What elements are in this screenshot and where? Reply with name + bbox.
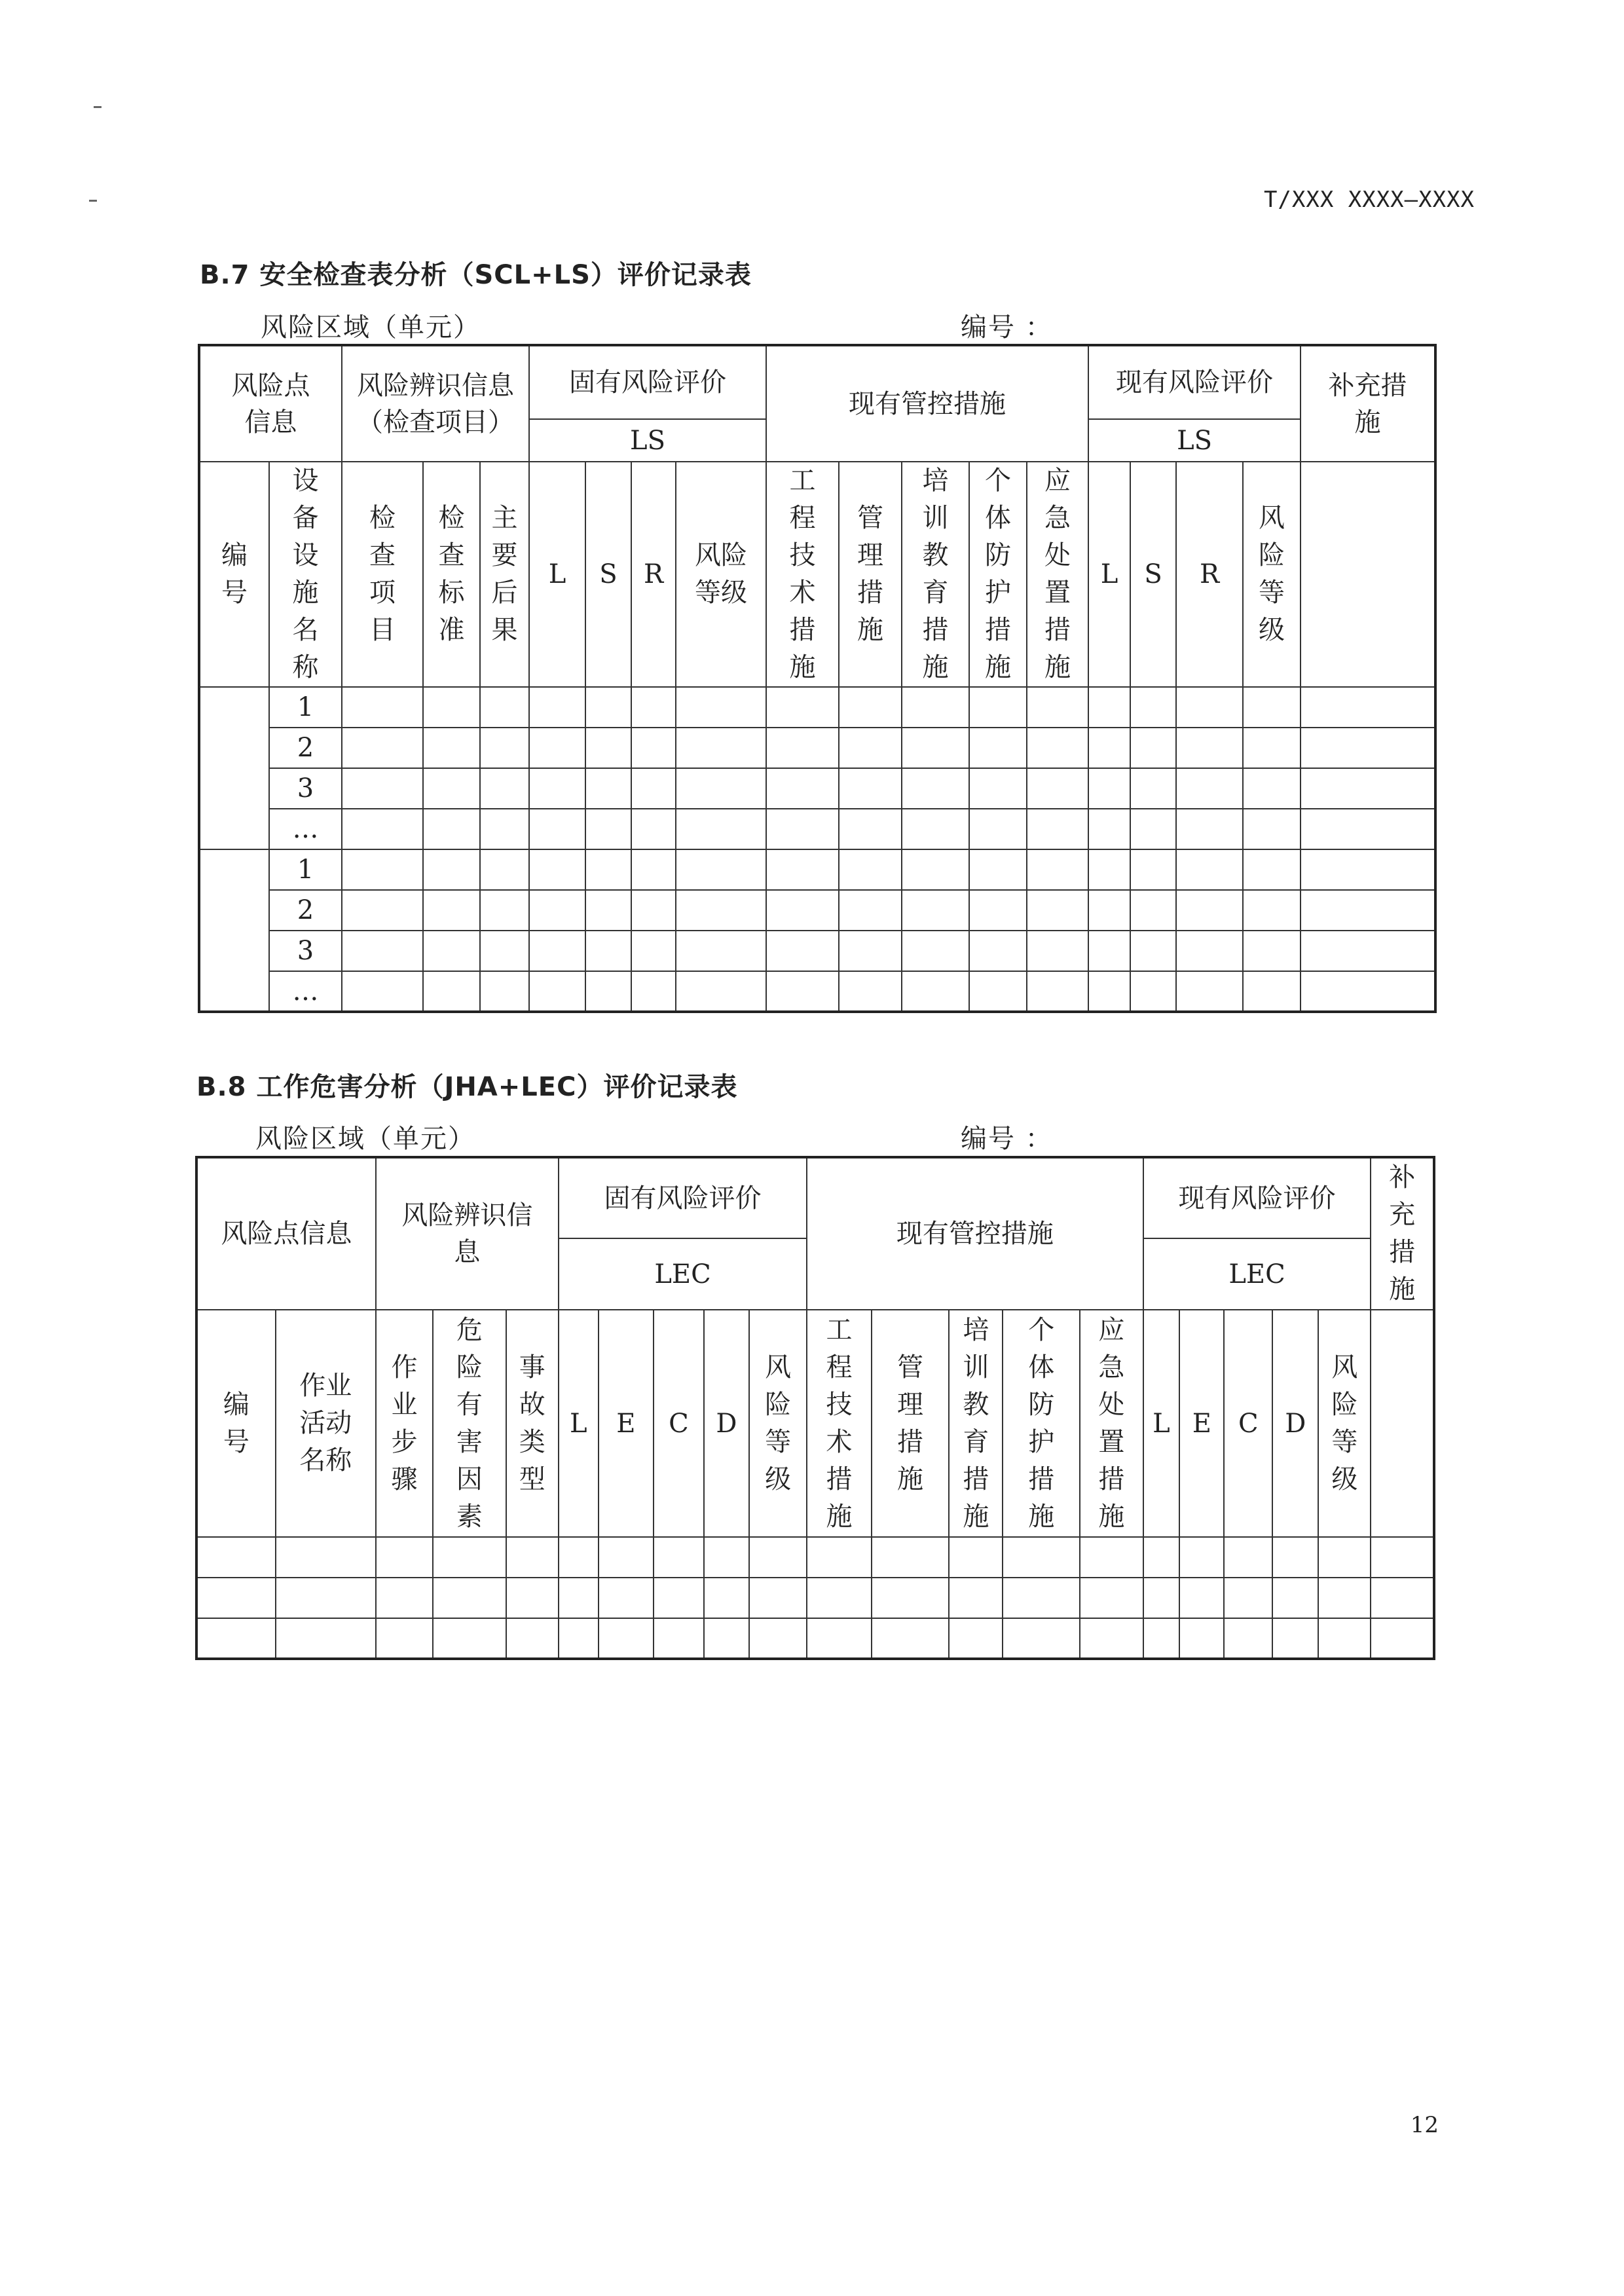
col-ppe: 个体防护措施 (1003, 1310, 1080, 1537)
document-code: T/XXX XXXX—XXXX (1263, 187, 1475, 213)
col-supplement-empty (1371, 1310, 1434, 1537)
col-L-current: L (1088, 462, 1130, 687)
row-index: … (269, 971, 342, 1012)
col-engineering: 工程技术措施 (766, 462, 839, 687)
col-training: 培训教育措施 (902, 462, 969, 687)
col-emergency: 应急处置措施 (1027, 462, 1088, 687)
col-check-item: 检查项目 (342, 462, 423, 687)
scan-mark (94, 106, 101, 108)
col-step: 作业步骤 (376, 1310, 433, 1537)
row-index: 1 (269, 849, 342, 890)
col-number: 编号 (199, 462, 269, 687)
scan-mark (89, 200, 97, 202)
col-supplement-empty (1301, 462, 1435, 687)
header-current-risk: 现有风险评价 (1143, 1157, 1371, 1238)
col-ppe: 个体防护措施 (969, 462, 1027, 687)
col-L: L (529, 462, 585, 687)
col-risk-level: 风险等级 (676, 462, 766, 687)
row-index: 2 (269, 728, 342, 768)
header-supplement: 补充措施 (1371, 1157, 1434, 1310)
section-title-b7: B.7 安全检查表分析（SCL+LS）评价记录表 (200, 260, 752, 290)
header-current-risk: 现有风险评价 (1088, 345, 1301, 419)
header-point-info: 风险点信息 (196, 1157, 376, 1310)
region-label-b7: 风险区域（单元） (261, 312, 481, 343)
header-point-info: 风险点信息 (199, 345, 342, 462)
col-C: C (654, 1310, 704, 1537)
header-ls-inherent: LS (529, 419, 766, 462)
col-risk-level-current: 风险等级 (1318, 1310, 1371, 1537)
col-S: S (585, 462, 631, 687)
number-label-b8: 编号 ： (961, 1124, 1053, 1154)
section-title-b8: B.8 工作危害分析（JHA+LEC）评价记录表 (196, 1072, 738, 1102)
region-label-b8: 风险区域（单元） (255, 1124, 475, 1154)
row-index: 3 (269, 931, 342, 971)
col-accident: 事故类型 (506, 1310, 559, 1537)
col-R-current: R (1176, 462, 1243, 687)
col-D: D (704, 1310, 749, 1537)
col-E: E (599, 1310, 654, 1537)
header-inherent-risk: 固有风险评价 (529, 345, 766, 419)
col-risk-level: 风险等级 (749, 1310, 807, 1537)
col-training: 培训教育措施 (949, 1310, 1003, 1537)
col-hazard: 危险有害因素 (433, 1310, 506, 1537)
col-E-current: E (1179, 1310, 1224, 1537)
header-measures: 现有管控措施 (766, 345, 1088, 462)
col-activity: 作业活动名称 (276, 1310, 376, 1537)
header-lec-inherent: LEC (559, 1238, 807, 1310)
col-C-current: C (1224, 1310, 1272, 1537)
row-index: 1 (269, 687, 342, 728)
col-emergency: 应急处置措施 (1080, 1310, 1143, 1537)
header-ident-info: 风险辨识信息 (376, 1157, 559, 1310)
col-management: 管理措施 (839, 462, 902, 687)
col-R: R (631, 462, 676, 687)
col-engineering: 工程技术措施 (807, 1310, 871, 1537)
header-inherent-risk: 固有风险评价 (559, 1157, 807, 1238)
col-S-current: S (1130, 462, 1176, 687)
col-number: 编号 (196, 1310, 276, 1537)
point-cell (199, 849, 269, 1012)
table-b7 (198, 344, 1437, 1013)
col-L-current: L (1143, 1310, 1180, 1537)
row-index: … (269, 809, 342, 849)
header-lec-current: LEC (1143, 1238, 1371, 1310)
header-ls-current: LS (1088, 419, 1301, 462)
header-ident-info: 风险辨识信息（检查项目） (342, 345, 529, 462)
header-measures: 现有管控措施 (807, 1157, 1143, 1310)
header-supplement: 补充措施 (1301, 345, 1435, 462)
table-b8 (195, 1156, 1435, 1660)
page-number: 12 (1410, 2112, 1439, 2138)
col-management: 管理措施 (872, 1310, 950, 1537)
col-L: L (559, 1310, 599, 1537)
row-index: 2 (269, 890, 342, 931)
point-cell (199, 687, 269, 849)
col-check-standard: 检查标准 (423, 462, 480, 687)
col-risk-level-current: 风险等级 (1243, 462, 1301, 687)
row-index: 3 (269, 768, 342, 809)
col-D-current: D (1272, 1310, 1318, 1537)
col-consequence: 主要后果 (480, 462, 529, 687)
number-label-b7: 编号 ： (961, 312, 1053, 343)
col-equipment: 设备设施名称 (269, 462, 342, 687)
